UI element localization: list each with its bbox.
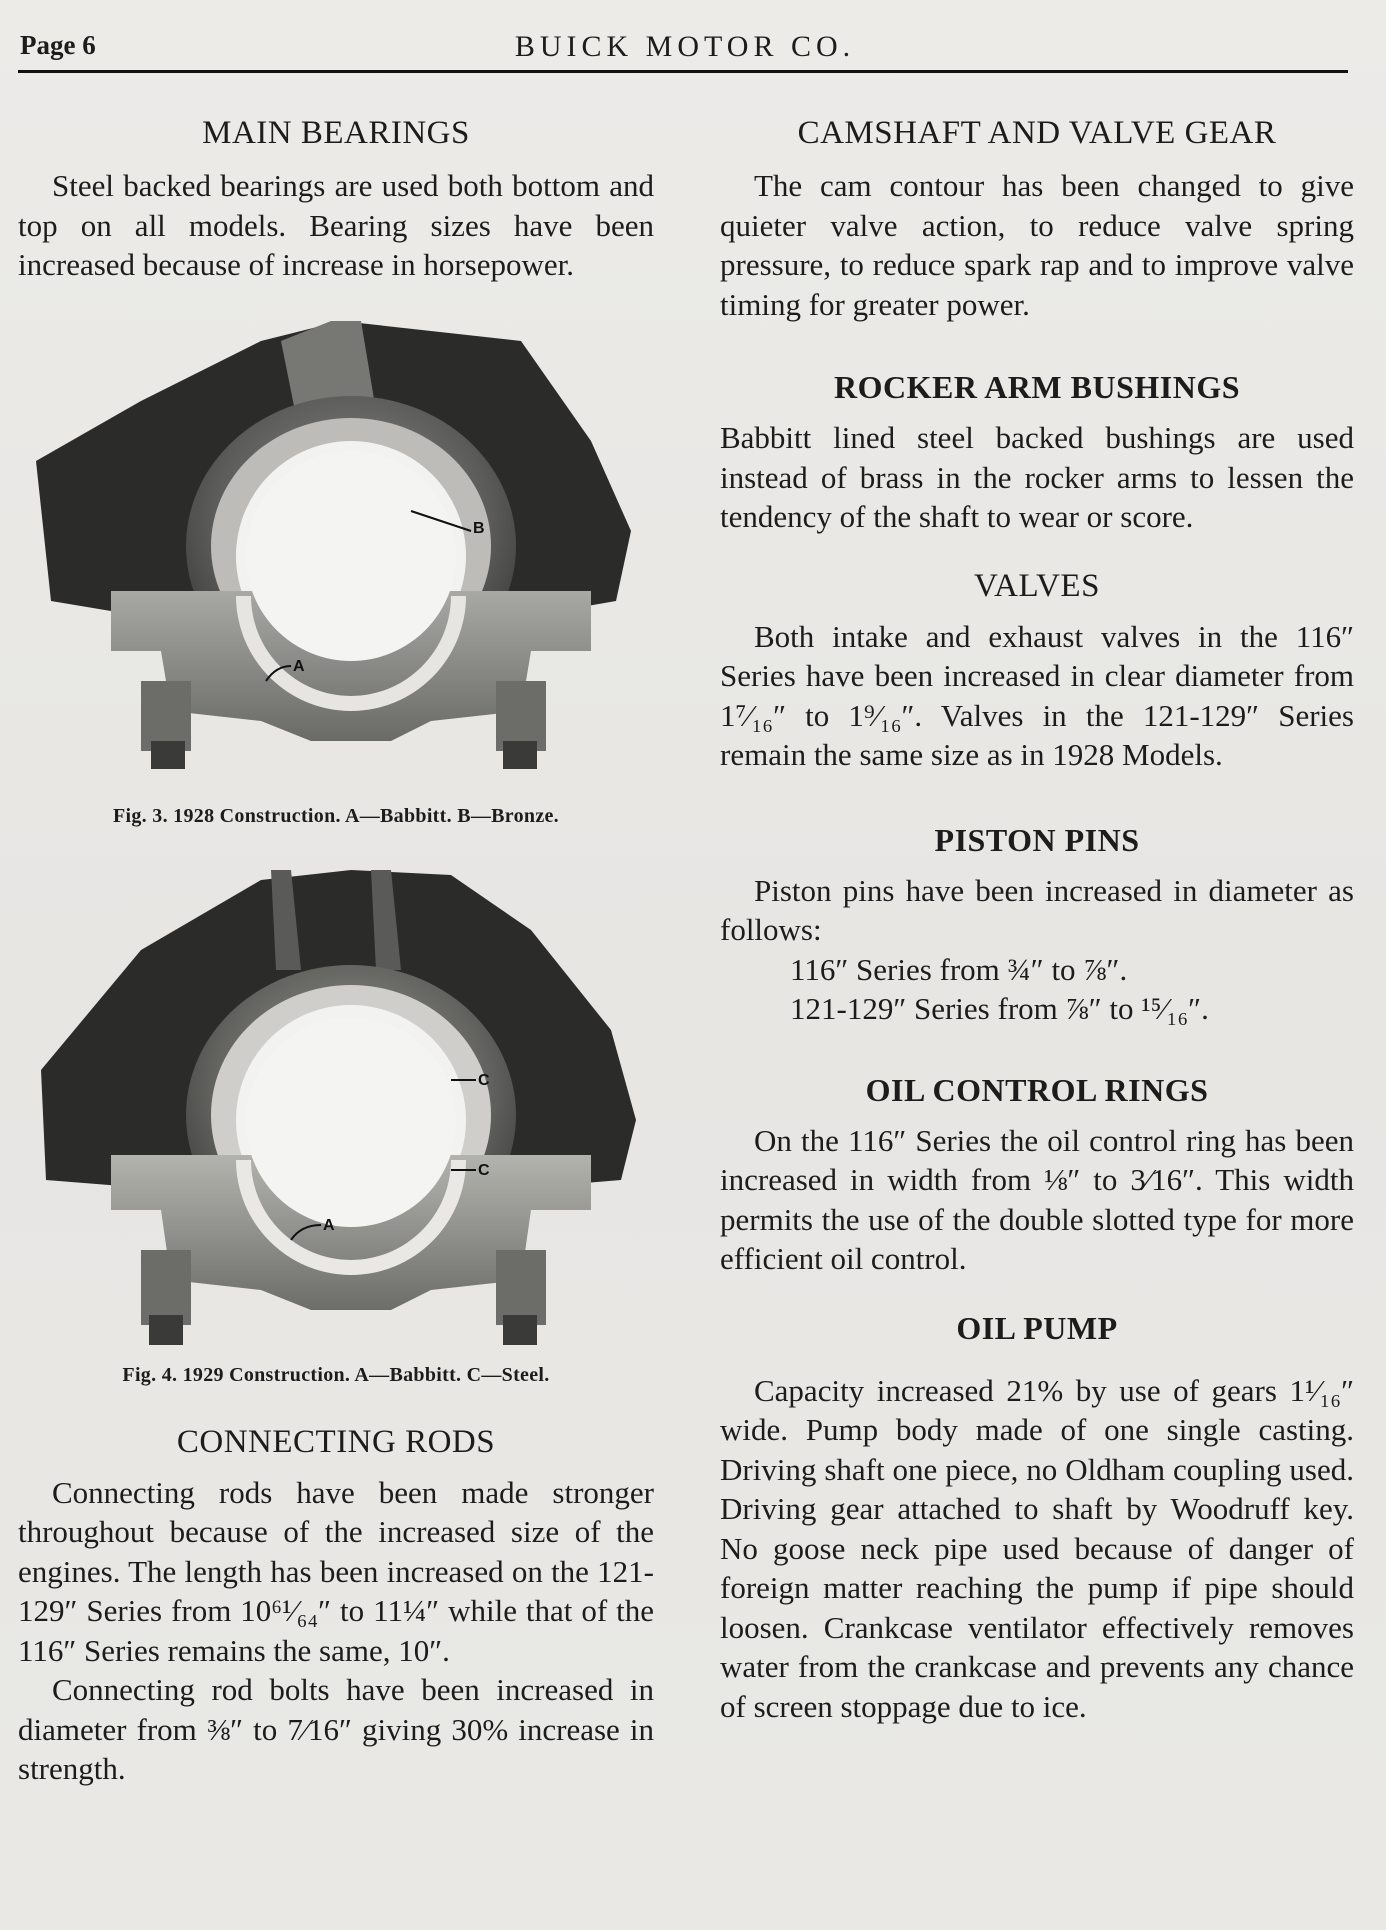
- section-valves: [720, 565, 1354, 775]
- page-number: Page 6: [20, 30, 96, 60]
- right-column: [720, 112, 1354, 1726]
- section-title: CAMSHAFT AND VALVE GEAR: [797, 115, 1277, 151]
- section-title: OIL PUMP: [956, 1309, 1118, 1346]
- section-title: MAIN BEARINGS: [202, 115, 470, 151]
- section-title: OIL CONTROL RINGS: [865, 1071, 1209, 1108]
- section-title: PISTON PINS: [934, 821, 1140, 858]
- figure-3-caption: Fig. 3. 1928 Construction. A—Babbitt. B—Bronze.: [113, 804, 559, 827]
- figure-3: [18, 321, 654, 828]
- section-rocker-arm: [720, 366, 1354, 537]
- fig4-label-c-bottom: C: [478, 1161, 490, 1179]
- figure-3-image: [31, 321, 641, 801]
- section-main-bearings: [18, 112, 654, 285]
- section-title: VALVES: [974, 567, 1100, 604]
- piston-pins-line-2: 121-129″ Series from ⅞″ to ¹⁵⁄₁₆″.: [790, 991, 1209, 1026]
- figure-4-caption: Fig. 4. 1929 Construction. A—Babbitt. C—Steel.: [122, 1363, 550, 1386]
- fig4-label-c-top: C: [478, 1071, 490, 1089]
- section-connecting-rods: [18, 1421, 654, 1789]
- section-text: Both intake and exhaust valves in the 116″ Series have been increased in clear diameter from 1⁷⁄₁₆″ to 1⁹⁄₁₆″. Valves in the 121-129″ Series remain the same size as in 1928 Models.: [720, 618, 1354, 772]
- figure-4: [18, 870, 654, 1387]
- section-text: Connecting rods have been made stronger throughout because of the increased size of the engines. The length has been increased on the 121-129″ Series from 10⁶¹⁄₆₄″ to 11¼″ while that of the 116″ Series remains the same, 10″.: [18, 1474, 654, 1668]
- section-text: Steel backed bearings are used both bottom and top on all models. Bearing sizes have been increased because of increase in horsepower.: [18, 168, 654, 282]
- section-oil-control-rings: [720, 1069, 1354, 1279]
- piston-pins-line-1: 116″ Series from ¾″ to ⅞″.: [790, 951, 1128, 987]
- fig3-label-a: A: [293, 657, 305, 675]
- section-text: Capacity increased 21% by use of gears 1¹⁄₁₆″ wide. Pump body made of one single casting. Driving shaft one piece, no Oldham coupling used. Driving gear attached to shaft by Woodruff key. No goose neck pipe used because of danger of foreign matter reaching the pump if pipe should loosen. Crankcase ventilator effectively removes water from the crankcase and prevents any chance of screen stoppage due to ice.: [720, 1372, 1354, 1724]
- left-column: [18, 112, 654, 1789]
- figure-4-image: [31, 870, 641, 1360]
- section-text: On the 116″ Series the oil control ring has been increased in width from ⅛″ to 3⁄16″. This width permits the use of the double slotted type for more efficient oil control.: [720, 1122, 1354, 1276]
- section-text: The cam contour has been changed to give quieter valve action, to reduce valve spring pressure, to reduce spark rap and to improve valve timing for greater power.: [720, 168, 1354, 322]
- section-piston-pins: [720, 819, 1354, 1029]
- fig4-label-a: A: [323, 1216, 335, 1234]
- section-title: CONNECTING RODS: [176, 1423, 496, 1460]
- company-name: BUICK MOTOR CO.: [514, 30, 856, 63]
- section-text: Piston pins have been increased in diameter as follows:: [720, 872, 1354, 947]
- section-text: Babbitt lined steel backed bushings are used instead of brass in the rocker arms to lessen the tendency of the shaft to wear or score.: [720, 420, 1354, 534]
- section-title: ROCKER ARM BUSHINGS: [834, 369, 1240, 405]
- page-header: [20, 30, 1350, 72]
- section-camshaft: [720, 112, 1354, 324]
- section-oil-pump: [720, 1307, 1354, 1727]
- fig3-label-b: B: [473, 519, 485, 537]
- section-text-2: Connecting rod bolts have been increased in diameter from ⅜″ to 7⁄16″ giving 30% increase in strength.: [18, 1672, 654, 1786]
- header-rule: [18, 70, 1348, 73]
